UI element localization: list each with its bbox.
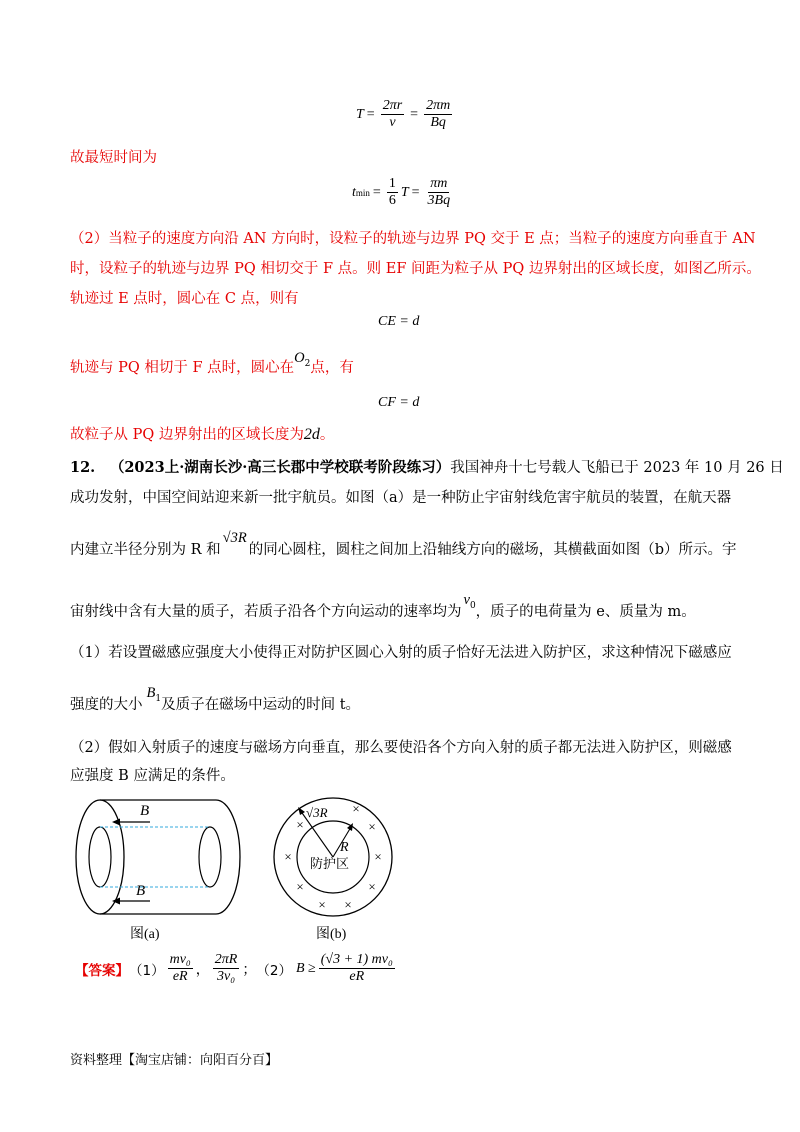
svg-text:×: × bbox=[374, 849, 382, 864]
answer-tag: 【答案】 bbox=[75, 962, 129, 979]
equation-CE: CE = d bbox=[378, 314, 420, 329]
svg-text:×: × bbox=[368, 879, 376, 894]
question-12-line2: 成功发射，中国空间站迎来新一批宇航员。如图（a）是一种防止宇宙射线危害宇航员的装置，在航天器 bbox=[70, 490, 732, 506]
paragraph-shortest-time: 故最短时间为 bbox=[70, 150, 157, 166]
equation-CF: CF = d bbox=[378, 395, 420, 410]
figure-b-caption: 图(b) bbox=[316, 927, 347, 942]
figure-a-cylinder bbox=[68, 795, 248, 920]
question-12-line1: 12. （2023上·湖南长沙·高三长郡中学校联考阶段练习）我国神舟十七号载人飞船已于 2023 年 10 月 26 日 bbox=[70, 459, 784, 476]
question-12-sub1-line1: （1）若设置磁感应强度大小使得正对防护区圆心入射的质子恰好无法进入防护区，求这种情况下磁感应 bbox=[70, 645, 732, 661]
fig-b-label-outer: √3R bbox=[306, 805, 328, 820]
equation-tmin: t min = $\frac{1}{6}$ T = $\frac{\pi m}{3Bq}$ bbox=[352, 176, 451, 208]
fig-b-label-inner: R bbox=[340, 840, 349, 855]
question-12-line4: 宙射线中含有大量的质子，若质子沿各个方向运动的速率均为$v_0$，质子的电荷量为 e、质量为 m。 bbox=[70, 592, 696, 620]
answer-row: 【答案】 （1） $\frac{\text{mv₀}}{eR}$ ， $\frac{2\pi R}{\text{3v₀}}$ ； （2） B ≥ $\frac{\text{(√3 + 1) mv₀}}{eR}$ bbox=[75, 952, 393, 984]
fig-a-label-b-top: B bbox=[140, 803, 150, 819]
question-12-sub1-line2: 强度的大小$B_1$及质子在磁场中运动的时间 t。 bbox=[70, 685, 361, 713]
figure-b-cross-section bbox=[266, 795, 400, 920]
fig-b-center-text: 防护区 bbox=[310, 856, 350, 871]
footer-source: 资料整理【淘宝店铺：向阳百分百】 bbox=[70, 1053, 279, 1068]
question-12-sub2-line2: 应强度 B 应满足的条件。 bbox=[70, 768, 235, 784]
paragraph-part2-line2: 时，设粒子的轨迹与边界 PQ 相切交于 F 点。则 EF 间距为粒子从 PQ 边界射出的区域长度，如图乙所示。 bbox=[70, 261, 761, 277]
figure-a-caption: 图(a) bbox=[130, 927, 160, 942]
svg-text:×: × bbox=[368, 819, 376, 834]
svg-text:×: × bbox=[296, 817, 304, 832]
paragraph-part2-line1: （2）当粒子的速度方向沿 AN 方向时，设粒子的轨迹与边界 PQ 交于 E 点；当粒子的速度方向垂直于 AN bbox=[70, 231, 756, 247]
svg-text:×: × bbox=[318, 897, 326, 912]
svg-text:×: × bbox=[344, 897, 352, 912]
paragraph-part2-line3: 轨迹过 E 点时，圆心在 C 点，则有 bbox=[70, 291, 299, 307]
question-12-line3: 内建立半径分别为 R 和√3R的同心圆柱，圆柱之间加上沿轴线方向的磁场，其横截面如图（b）所示。宇 bbox=[70, 530, 737, 558]
fig-a-label-b-bottom: B bbox=[136, 883, 146, 899]
question-12-sub2-line1: （2）假如入射质子的速度与磁场方向垂直，那么要使沿各个方向入射的质子都无法进入防护区，则磁感 bbox=[70, 740, 732, 756]
paragraph-region-length: 故粒子从 PQ 边界射出的区域长度为2d。 bbox=[70, 426, 335, 443]
svg-text:×: × bbox=[296, 879, 304, 894]
svg-text:×: × bbox=[352, 801, 360, 816]
paragraph-tangent: 轨迹与 PQ 相切于 F 点时，圆心在$O_2$点，有 bbox=[70, 350, 354, 376]
svg-text:×: × bbox=[284, 849, 292, 864]
equation-period: T = $\frac{2\pi r}{v}$ = $\frac{2\pi m}{Bq}$ bbox=[356, 98, 451, 130]
